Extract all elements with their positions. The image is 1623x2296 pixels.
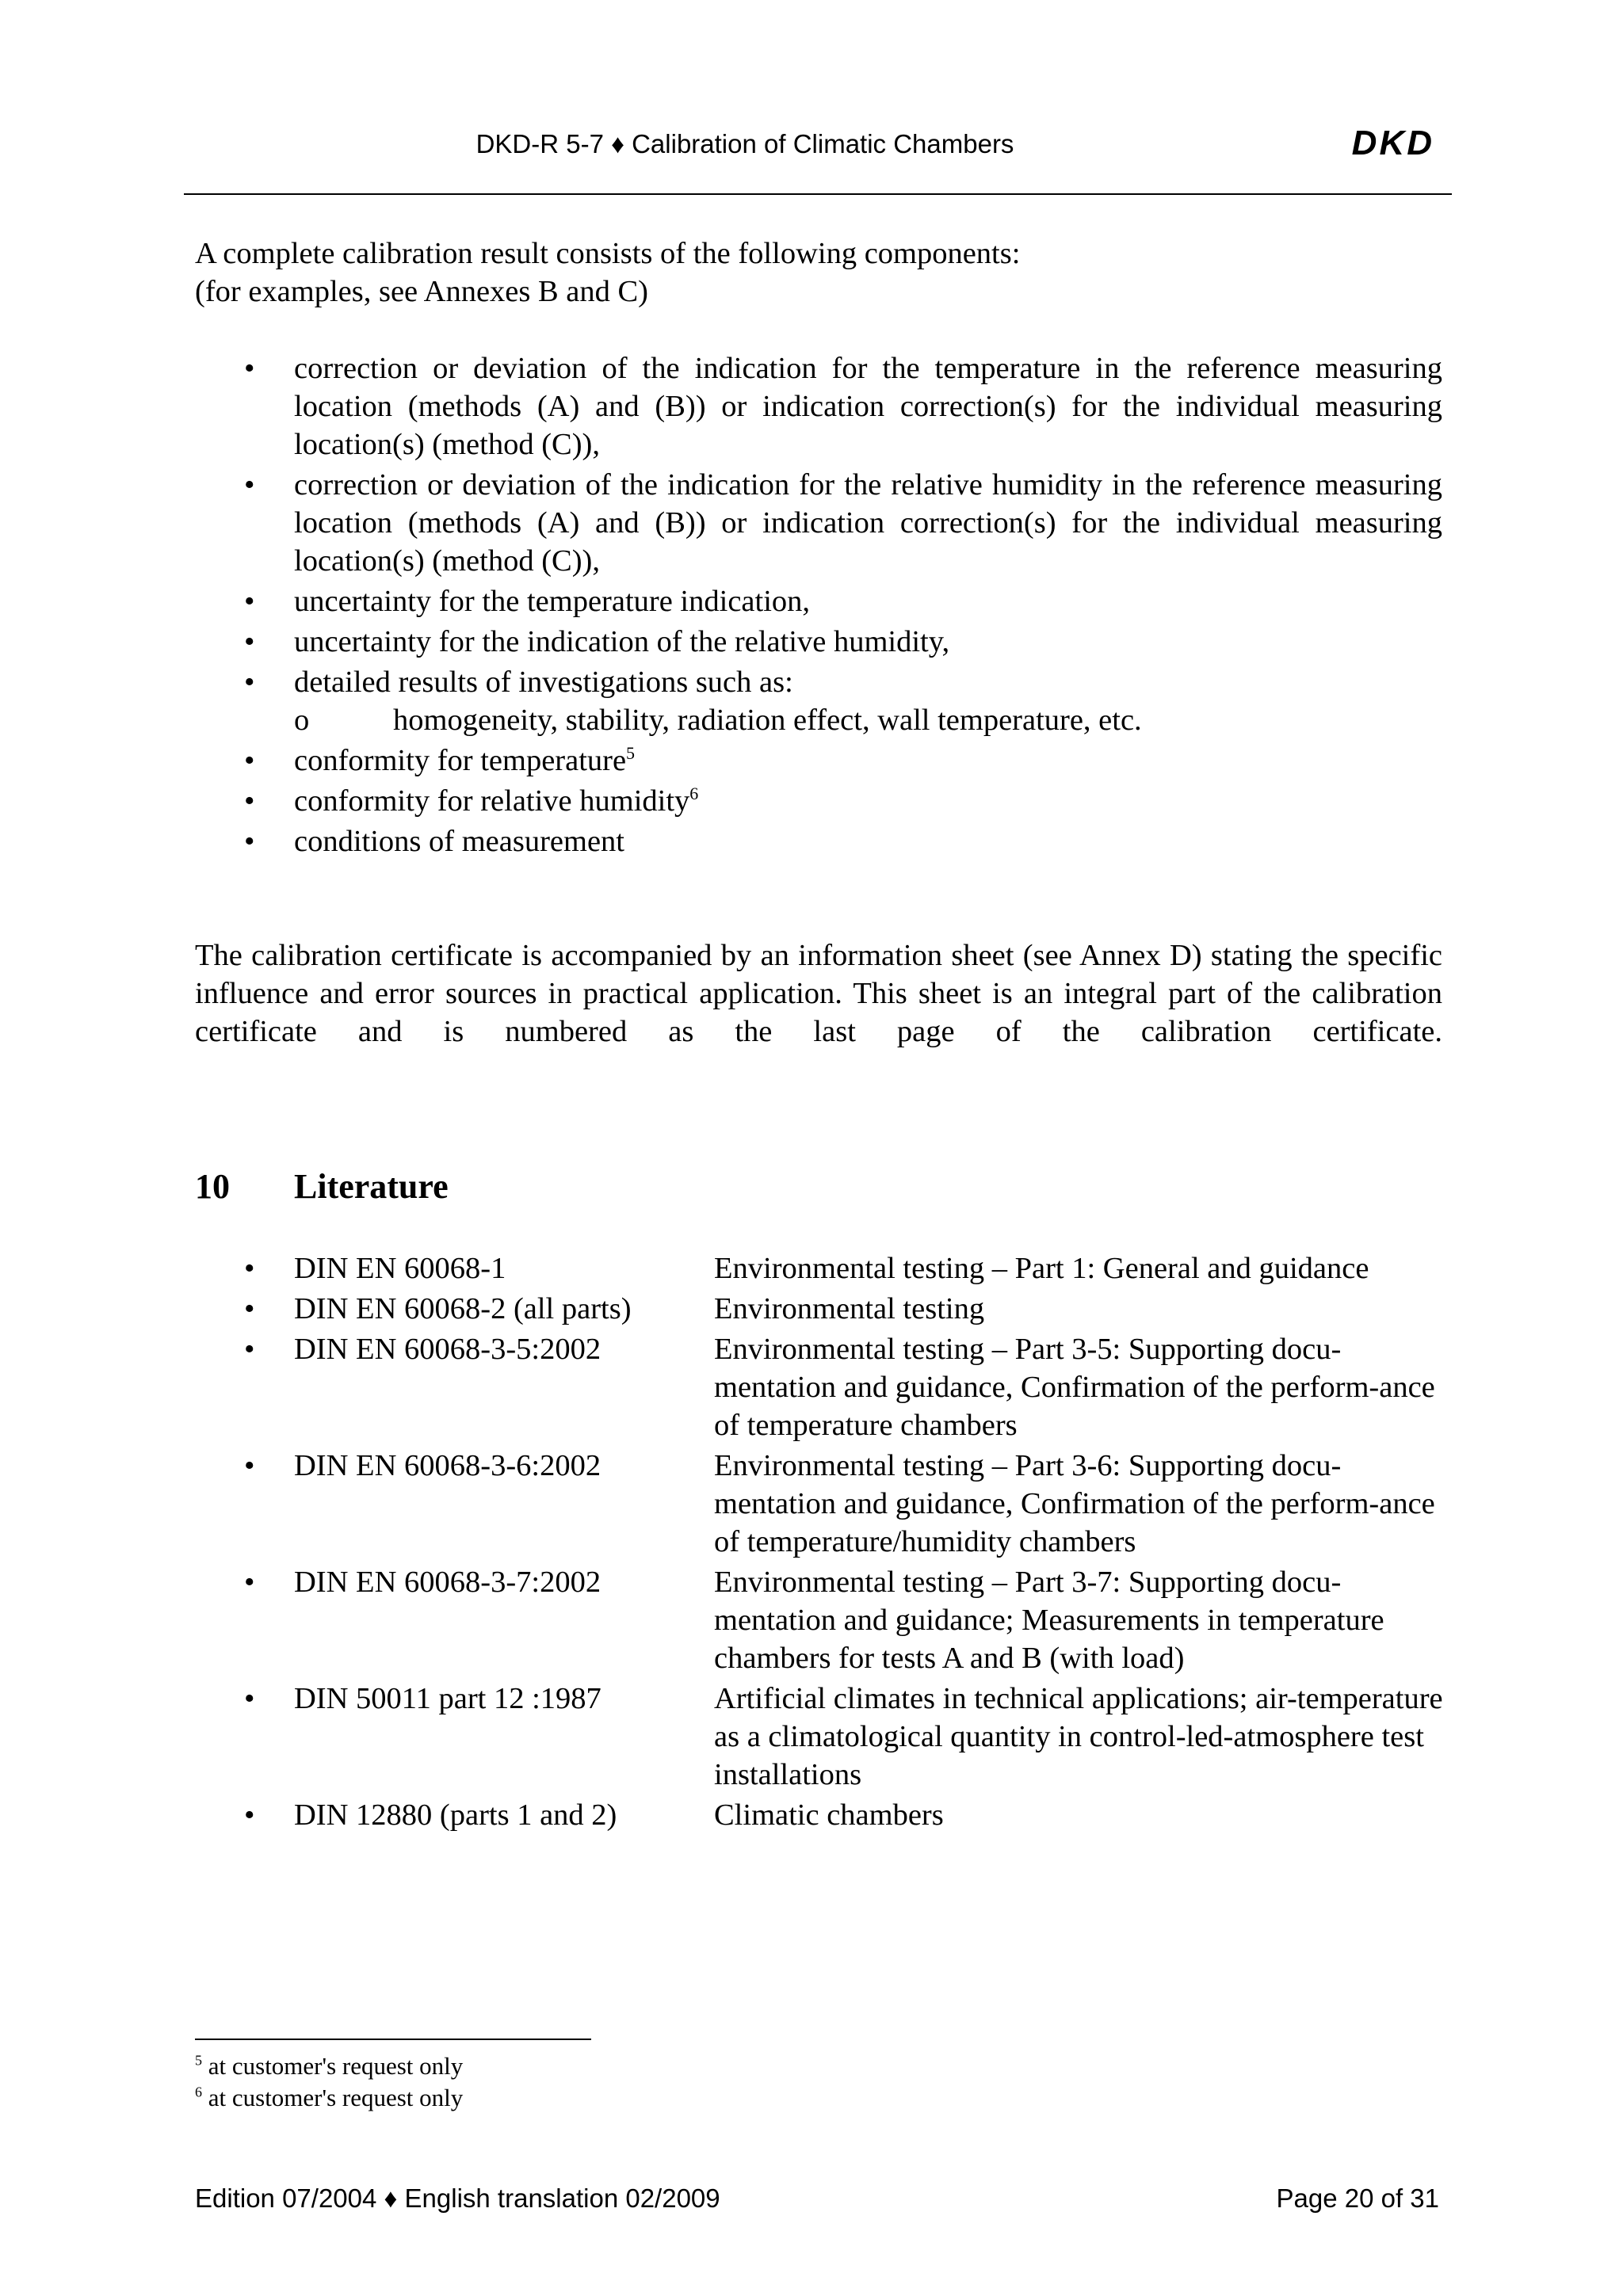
list-item-text: correction or deviation of the indication for the relative humidity in the reference measuring location (methods (A) and (B)) or indication correction(s) for the individual measuring location(s) (method (C)), [294,468,1442,578]
literature-ref: DIN EN 60068-3-5:2002 [294,1333,601,1366]
literature-item [195,1447,1463,1561]
literature-item [195,1249,1463,1287]
list-item [195,782,1442,820]
list-item-text: conformity for relative humidity [294,784,690,818]
list-item-text: uncertainty for the indication of the relative humidity, [294,625,950,658]
list-item-text: correction or deviation of the indication for the temperature in the reference measuring location (methods (A) and (B)) or indication correction(s) for the individual measuring location(s) (method (C)), [294,352,1442,461]
list-item [195,582,1442,620]
literature-list [195,1249,1463,1836]
section-number: 10 [195,1167,230,1206]
literature-desc: Climatic chambers [714,1798,944,1832]
list-item [195,349,1442,463]
intro-line-2: (for examples, see Annexes B and C) [195,275,648,308]
literature-item [195,1680,1463,1794]
footnote-separator [195,2039,591,2040]
list-item [195,466,1442,580]
literature-ref: DIN 50011 part 12 :1987 [294,1682,601,1715]
footnotes [195,2050,463,2114]
bullet-icon: • [244,666,255,699]
footer-page-number: Page 20 of 31 [1276,2183,1439,2213]
bullet-icon: • [244,1566,255,1599]
footnote-number: 6 [195,2084,202,2100]
sub-bullet-icon: o [294,704,310,737]
bullet-icon: • [244,625,255,658]
footnote-ref-5: 5 [626,743,636,764]
literature-desc: Environmental testing – Part 1: General and guidance [714,1252,1369,1285]
bullet-icon: • [244,825,255,858]
bullet-icon: • [244,352,255,385]
literature-item [195,1330,1463,1444]
footnote-6 [195,2082,463,2114]
sub-list-item-text: homogeneity, stability, radiation effect, wall temperature, etc. [393,704,1142,737]
list-item-text: detailed results of investigations such as: [294,666,793,699]
footnote-ref-6: 6 [689,784,699,804]
list-item-text: conditions of measurement [294,825,624,858]
list-item [195,663,1442,739]
footnote-5 [195,2050,463,2082]
literature-desc: Environmental testing – Part 3-5: Supporting docu-mentation and guidance, Confirmation of the perform-ance of temperature chambers [714,1333,1435,1442]
section-heading [195,1165,449,1209]
literature-ref: DIN 12880 (parts 1 and 2) [294,1798,617,1832]
certificate-paragraph: The calibration certificate is accompanied by an information sheet (see Annex D) stating the specific influence and error sources in practical application. This sheet is an integral part of the calibration certificate and is numbered as the last page of the calibration certificate. [195,939,1442,1048]
literature-desc: Artificial climates in technical applications; air-temperature as a climatological quantity in control-led-atmosphere test installations [714,1682,1443,1791]
literature-item [195,1290,1463,1328]
literature-desc: Environmental testing – Part 3-6: Supporting docu-mentation and guidance, Confirmation of the perform-ance of temperature/humidity chambers [714,1449,1435,1558]
section-title: Literature [294,1167,449,1206]
list-item [195,623,1442,661]
footnote-number: 5 [195,2052,202,2069]
intro-line-1: A complete calibration result consists of the following components: [195,237,1021,270]
bullet-icon: • [244,1292,255,1325]
bullet-icon: • [244,1449,255,1482]
header-title: DKD-R 5-7 ♦ Calibration of Climatic Chambers [475,129,1014,158]
bullet-icon: • [244,468,255,502]
bullet-icon: • [244,784,255,818]
sub-list-item [294,701,1442,739]
dkd-logo: DKD [1351,124,1434,162]
list-item [195,742,1442,780]
list-item-text: uncertainty for the temperature indication, [294,585,811,618]
literature-item [195,1796,1463,1834]
bullet-icon: • [244,1252,255,1285]
literature-ref: DIN EN 60068-2 (all parts) [294,1292,632,1325]
literature-desc: Environmental testing [714,1292,985,1325]
bullet-icon: • [244,1333,255,1366]
components-list [195,349,1442,863]
footnote-text: at customer's request only [208,2084,464,2111]
literature-item [195,1563,1463,1677]
list-item [195,822,1442,860]
bullet-icon: • [244,1682,255,1715]
header-rule [184,193,1452,195]
footer-edition: Edition 07/2004 ♦ English translation 02/2009 [195,2183,720,2213]
bullet-icon: • [244,1798,255,1832]
bullet-icon: • [244,744,255,777]
list-item-text: conformity for temperature [294,744,627,777]
literature-ref: DIN EN 60068-3-6:2002 [294,1449,601,1482]
footnote-text: at customer's request only [208,2052,464,2080]
literature-ref: DIN EN 60068-3-7:2002 [294,1566,601,1599]
bullet-icon: • [244,585,255,618]
literature-ref: DIN EN 60068-1 [294,1252,506,1285]
literature-desc: Environmental testing – Part 3-7: Supporting docu-mentation and guidance; Measurements in temperature chambers for tests A and B (with load) [714,1566,1384,1675]
